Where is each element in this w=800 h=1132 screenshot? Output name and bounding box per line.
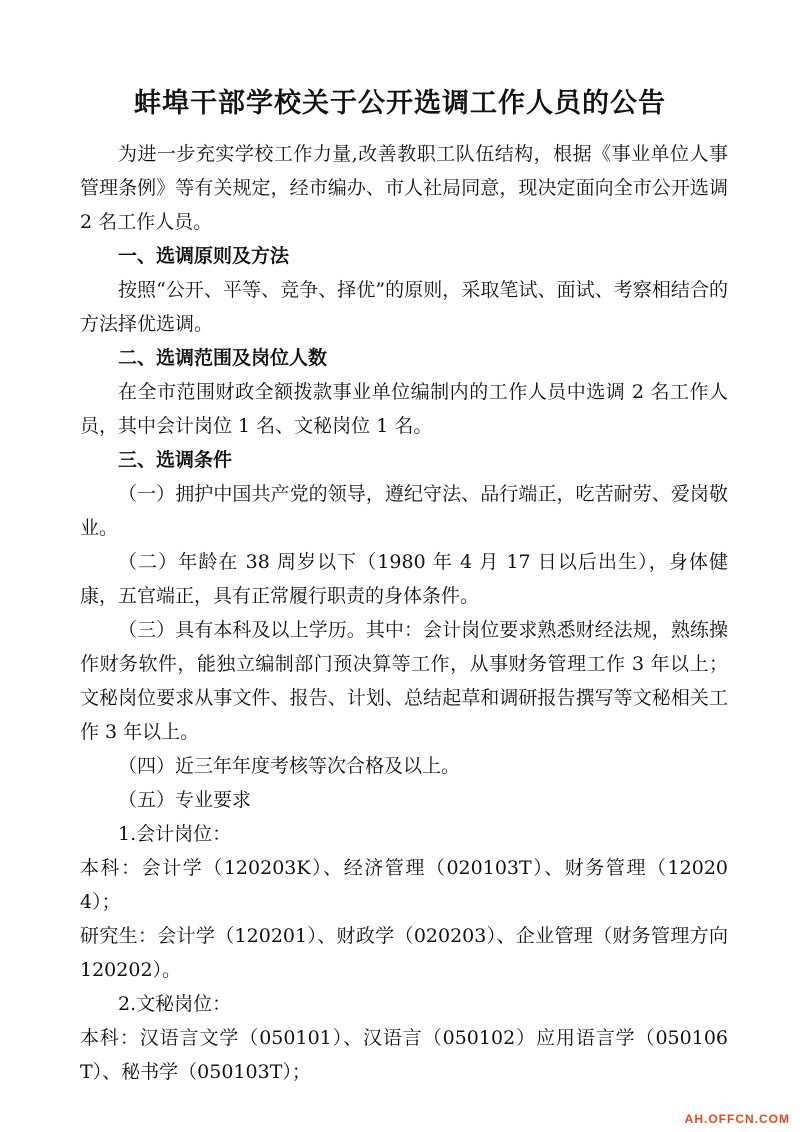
condition-item-4: （四）近三年年度考核等次合格及以上。 bbox=[118, 755, 461, 777]
scope-paragraph: 在全市范围财政全额拨款事业单位编制内的工作人员中选调 2 名工作人员，其中会计岗位 1 名、文秘岗位 1 名。 bbox=[80, 381, 728, 437]
document-title: 蚌埠干部学校关于公开选调工作人员的公告 bbox=[134, 88, 666, 119]
condition-item-2: （二）年龄在 38 周岁以下（1980 年 4 月 17 日以后出生），身体健康，五官端正，具有正常履行职责的身体条件。 bbox=[80, 551, 728, 607]
secretary-undergrad-majors: 本科：汉语言文学（050101）、汉语言（050102）应用语言学（050106T）、秘书学（050103T）； bbox=[80, 1027, 728, 1083]
condition-item-3: （三）具有本科及以上学历。其中：会计岗位要求熟悉财经法规，熟练操作财务软件，能独立编制部门预决算等工作，从事财务管理工作 3 年以上；文秘岗位要求从事文件、报告、计划、总结起草和调研报告撰写等文秘相关工作 3 年以上。 bbox=[80, 619, 728, 743]
accounting-graduate-majors: 研究生：会计学（120201）、财政学（020203）、企业管理（财务管理方向 120202）。 bbox=[80, 925, 728, 981]
section-heading-conditions: 三、选调条件 bbox=[118, 449, 233, 471]
condition-item-5: （五）专业要求 bbox=[118, 789, 252, 811]
principles-paragraph: 按照“公开、平等、竞争、择优”的原则，采取笔试、面试、考察相结合的方法择优选调。 bbox=[80, 279, 728, 335]
watermark-text: AH.OFFCN.COM bbox=[684, 1112, 790, 1126]
section-heading-scope: 二、选调范围及岗位人数 bbox=[118, 347, 328, 369]
accounting-post-label: 1.会计岗位： bbox=[118, 823, 232, 845]
secretary-post-label: 2.文秘岗位： bbox=[118, 993, 232, 1015]
document-body bbox=[80, 137, 728, 1089]
condition-item-1: （一）拥护中国共产党的领导，遵纪守法、品行端正，吃苦耐劳、爱岗敬业。 bbox=[80, 483, 728, 539]
section-heading-principles: 一、选调原则及方法 bbox=[118, 245, 290, 267]
intro-paragraph: 为进一步充实学校工作力量,改善教职工队伍结构，根据《事业单位人事管理条例》等有关规定，经市编办、市人社局同意，现决定面向全市公开选调 2 名工作人员。 bbox=[80, 143, 728, 233]
accounting-undergrad-majors: 本科：会计学（120203K）、经济管理（020103T）、财务管理（120204）； bbox=[80, 857, 728, 913]
